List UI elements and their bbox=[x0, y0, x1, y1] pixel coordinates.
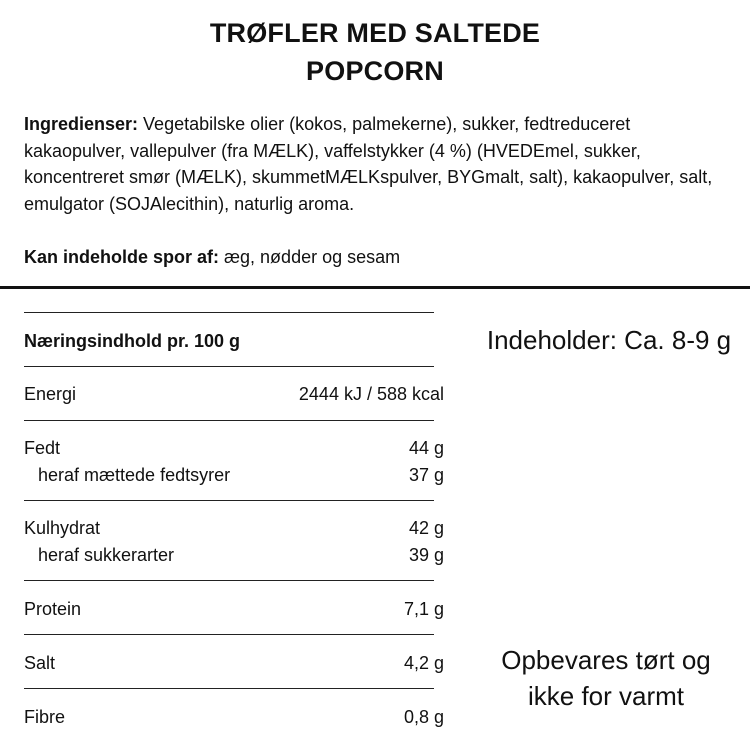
ingredients-block bbox=[24, 111, 732, 217]
storage-line-1: Opbevares tørt og bbox=[501, 645, 711, 675]
nutrient-label: Fedt bbox=[24, 438, 61, 458]
nutrient-value: 0,8 g bbox=[403, 707, 444, 727]
nutrient-sublabel: heraf mættede fedtsyrer bbox=[38, 465, 231, 485]
table-rule bbox=[24, 500, 434, 501]
table-rule bbox=[24, 580, 434, 581]
table-rule bbox=[24, 312, 434, 313]
product-title bbox=[0, 14, 750, 90]
nutrient-label: Protein bbox=[24, 599, 82, 619]
net-content: Indeholder: Ca. 8-9 g bbox=[486, 325, 732, 355]
nutrient-sublabel: heraf sukkerarter bbox=[38, 545, 175, 565]
nutrient-value: 2444 kJ / 588 kcal bbox=[298, 384, 444, 404]
allergy-text: æg, nødder og sesam bbox=[224, 247, 401, 267]
table-rule bbox=[24, 634, 434, 635]
nutrient-label: Salt bbox=[24, 653, 56, 673]
nutrient-label: Energi bbox=[24, 384, 77, 404]
nutrition-header: Næringsindhold pr. 100 g bbox=[24, 331, 241, 351]
title-line-1: TRØFLER MED SALTEDE bbox=[209, 18, 541, 48]
nutrient-value: 37 g bbox=[408, 465, 444, 485]
nutrient-value: 44 g bbox=[408, 438, 444, 458]
ingredients-text: Vegetabilske olier (kokos, palmekerne), sukker, fedtreduceret kakaopulver, vallepulver (fra MÆLK), vaffelstykker (4 %) (HVEDEmel, sukker, koncentreret smør (MÆLK), skummetMÆLKspulver, BYGmalt, salt), kakaopulver, salt, emulgator (SOJAlecithin), naturlig aroma. bbox=[24, 114, 713, 214]
nutrient-value: 39 g bbox=[408, 545, 444, 565]
section-divider bbox=[0, 286, 750, 289]
ingredients-label: Ingredienser: bbox=[24, 114, 139, 134]
nutrient-value: 4,2 g bbox=[403, 653, 444, 673]
storage-line-2: ikke for varmt bbox=[527, 681, 685, 711]
table-rule bbox=[24, 366, 434, 367]
allergy-label: Kan indeholde spor af: bbox=[24, 247, 220, 267]
nutrient-label: Kulhydrat bbox=[24, 518, 101, 538]
nutrient-value: 42 g bbox=[408, 518, 444, 538]
storage-instructions bbox=[472, 642, 740, 714]
table-rule bbox=[24, 688, 434, 689]
nutrient-value: 7,1 g bbox=[403, 599, 444, 619]
table-rule bbox=[24, 420, 434, 421]
nutrient-label: Fibre bbox=[24, 707, 66, 727]
title-line-2: POPCORN bbox=[306, 56, 444, 86]
allergy-block bbox=[24, 244, 732, 270]
